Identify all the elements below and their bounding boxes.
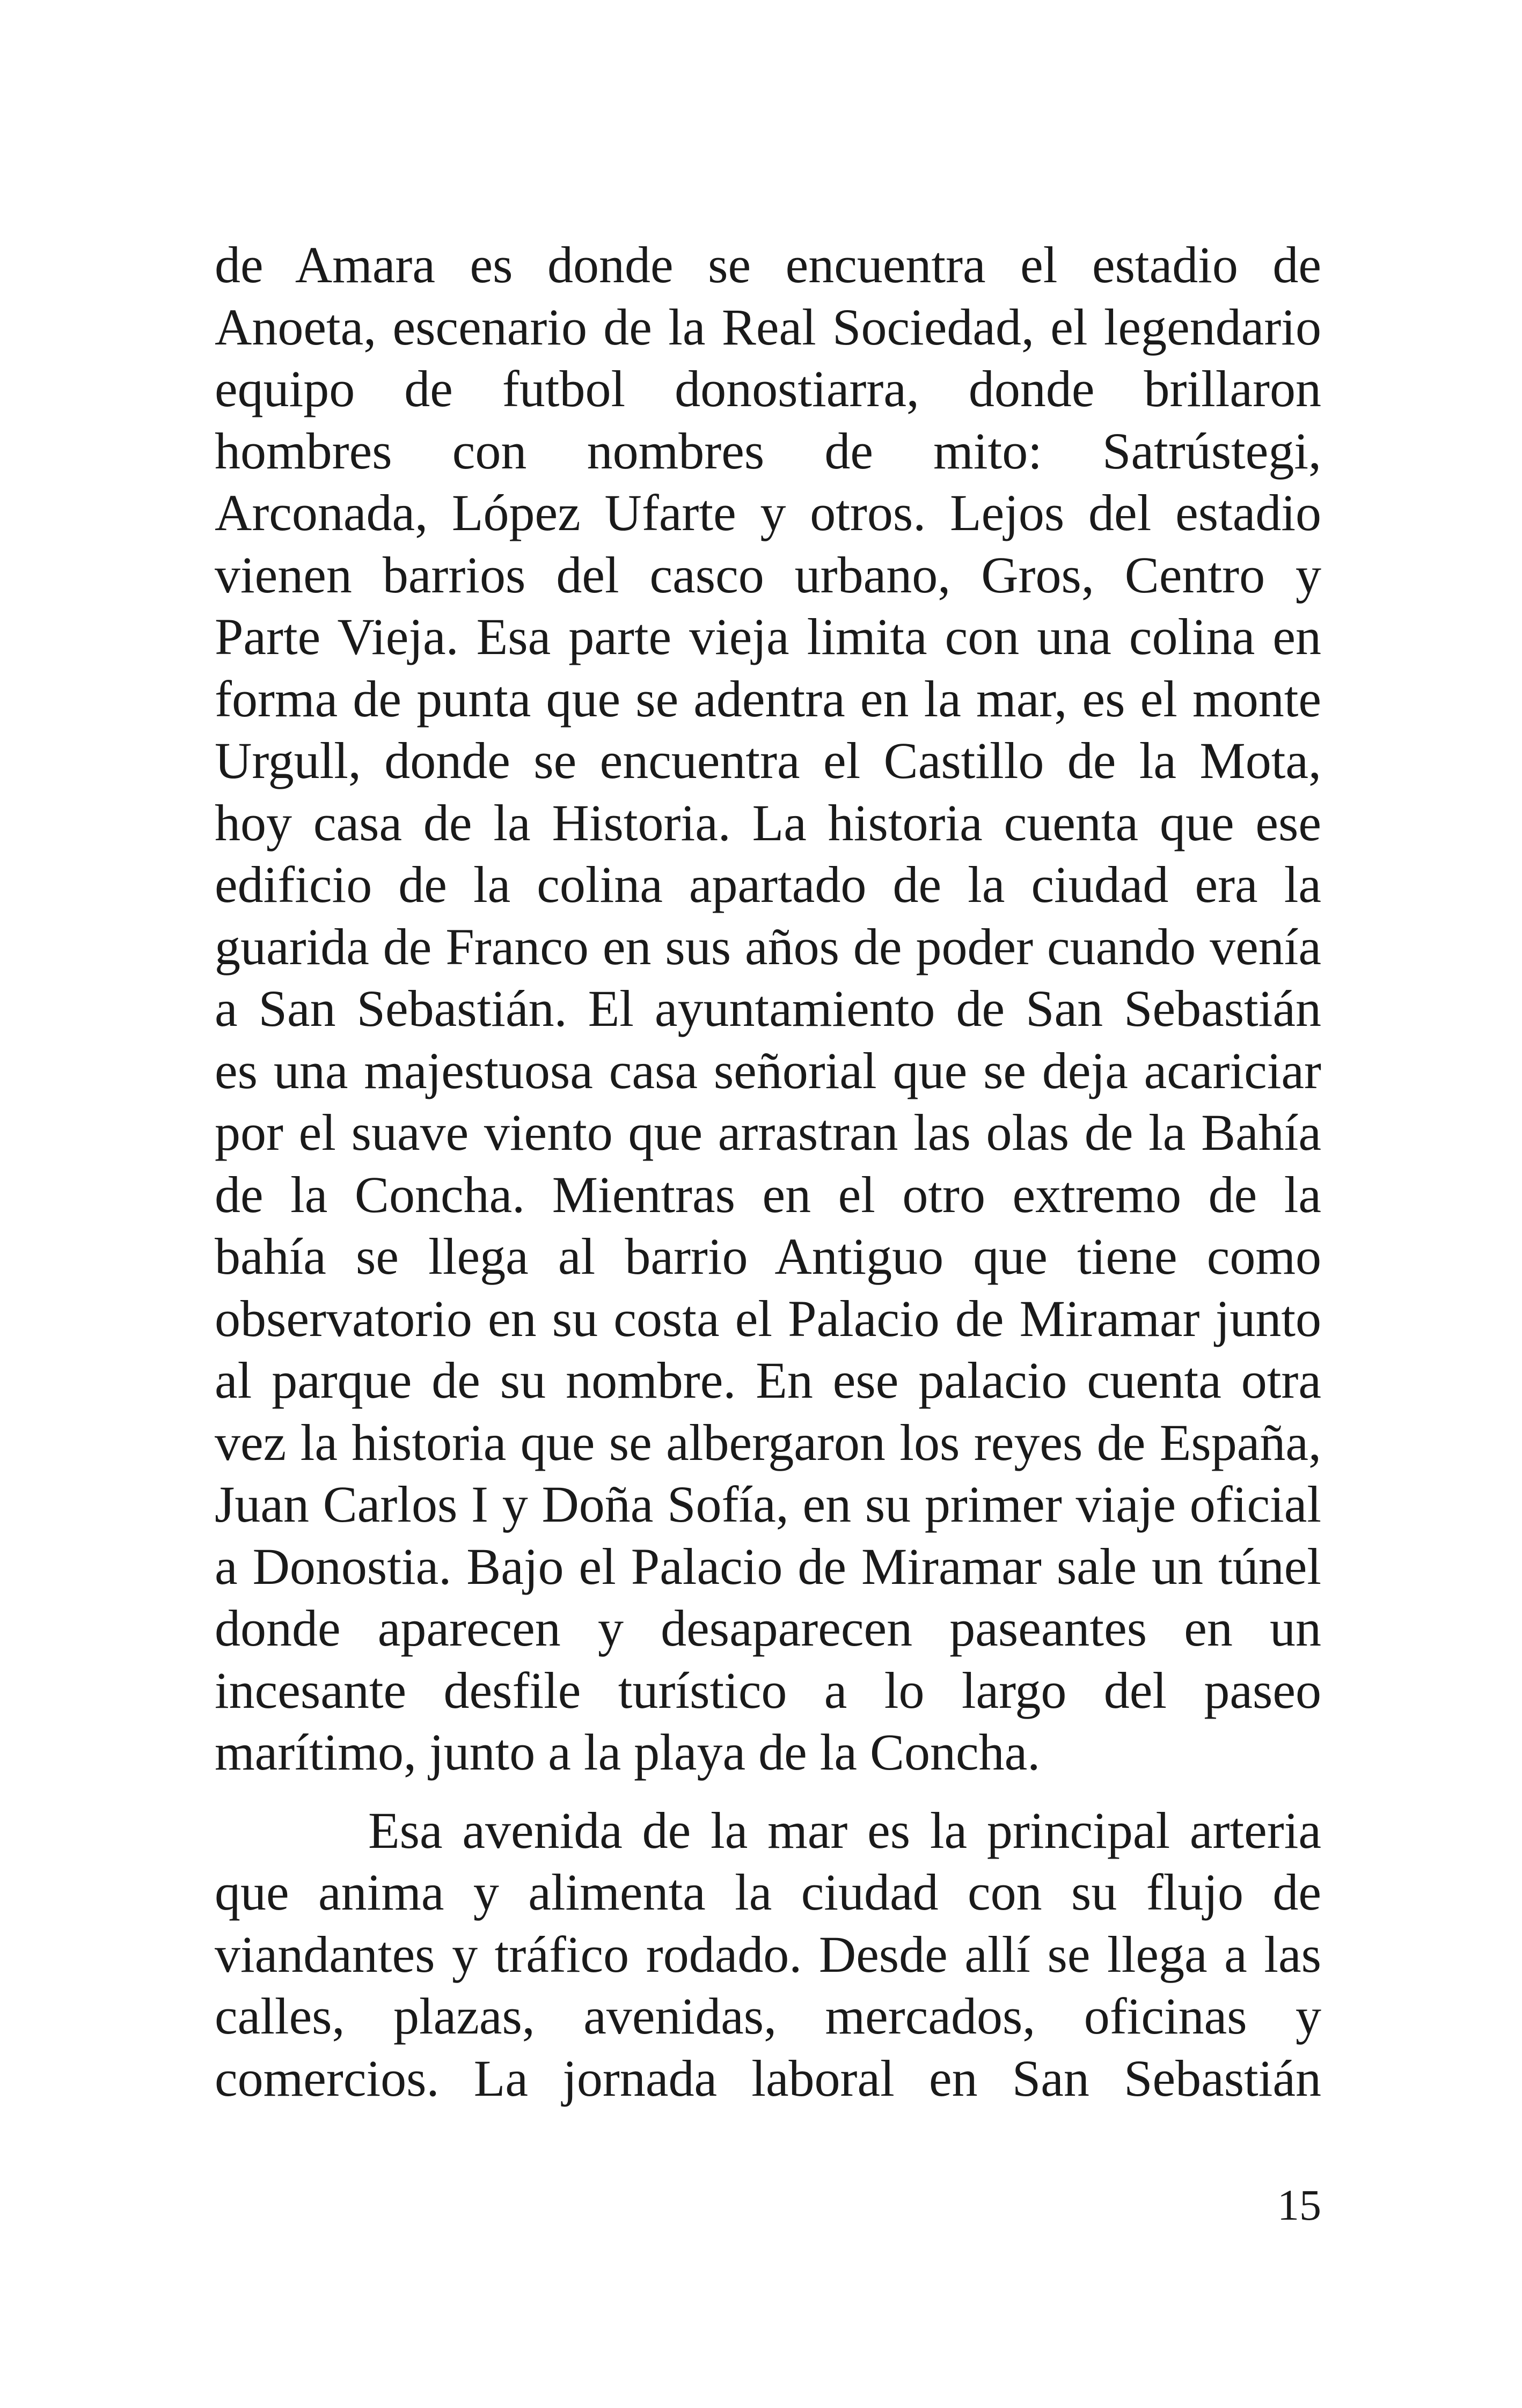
text-line: es una majestuosa casa señorial que se deja acariciar	[215, 1041, 1321, 1099]
text-line: por el suave viento que arrastran las olas de la Bahía	[215, 1104, 1321, 1161]
text-line: de Amara es donde se encuentra el estadio de	[215, 236, 1321, 293]
text-line: equipo de futbol donostiarra, donde brillaron	[215, 360, 1321, 417]
text-line: forma de punta que se adentra en la mar, es el monte	[215, 670, 1321, 728]
text-line: Parte Vieja. Esa parte vieja limita con una colina en	[215, 608, 1321, 665]
text-line: Esa avenida de la mar es la principal arteria	[368, 1801, 1321, 1859]
text-line: viandantes y tráfico rodado. Desde allí se llega a las	[215, 1925, 1321, 1983]
text-line: guarida de Franco en sus años de poder cuando venía	[215, 917, 1321, 975]
text-line: a San Sebastián. El ayuntamiento de San Sebastián	[215, 980, 1321, 1037]
text-line: que anima y alimenta la ciudad con su flujo de	[215, 1863, 1321, 1921]
text-line: hombres con nombres de mito: Satrústegi,	[215, 422, 1321, 480]
body-text	[215, 234, 1321, 2109]
text-line: bahía se llega al barrio Antiguo que tiene como	[215, 1228, 1321, 1285]
text-line: vez la historia que se albergaron los reyes de España,	[215, 1413, 1321, 1471]
paragraph-gap	[215, 1783, 1321, 1800]
text-line: hoy casa de la Historia. La historia cuenta que ese	[215, 794, 1321, 851]
text-line: Juan Carlos I y Doña Sofía, en su primer viaje oficial	[215, 1475, 1321, 1533]
text-line: vienen barrios del casco urbano, Gros, Centro y	[215, 546, 1321, 604]
paragraph-1	[215, 234, 1321, 1783]
page-number: 15	[1277, 2181, 1321, 2229]
text-line: observatorio en su costa el Palacio de Miramar junto	[215, 1289, 1321, 1347]
text-line: incesante desfile turístico a lo largo del paseo	[215, 1661, 1321, 1719]
text-line: marítimo, junto a la playa de la Concha.	[215, 1723, 1041, 1781]
text-line: a Donostia. Bajo el Palacio de Miramar sale un túnel	[215, 1537, 1321, 1595]
text-line: edificio de la colina apartado de la ciudad era la	[215, 856, 1321, 913]
paragraph-2	[215, 1800, 1321, 2110]
text-line: al parque de su nombre. En ese palacio cuenta otra	[215, 1352, 1321, 1409]
text-line: calles, plazas, avenidas, mercados, oficinas y	[215, 1987, 1321, 2045]
text-line: donde aparecen y desaparecen paseantes en un	[215, 1599, 1321, 1657]
text-line: de la Concha. Mientras en el otro extremo de la	[215, 1165, 1321, 1223]
text-line: Arconada, López Ufarte y otros. Lejos del estadio	[215, 484, 1321, 541]
text-line: Anoeta, escenario de la Real Sociedad, el legendario	[215, 298, 1321, 356]
text-line: comercios. La jornada laboral en San Sebastián	[215, 2049, 1321, 2107]
text-line: Urgull, donde se encuentra el Castillo de la Mota,	[215, 732, 1321, 789]
